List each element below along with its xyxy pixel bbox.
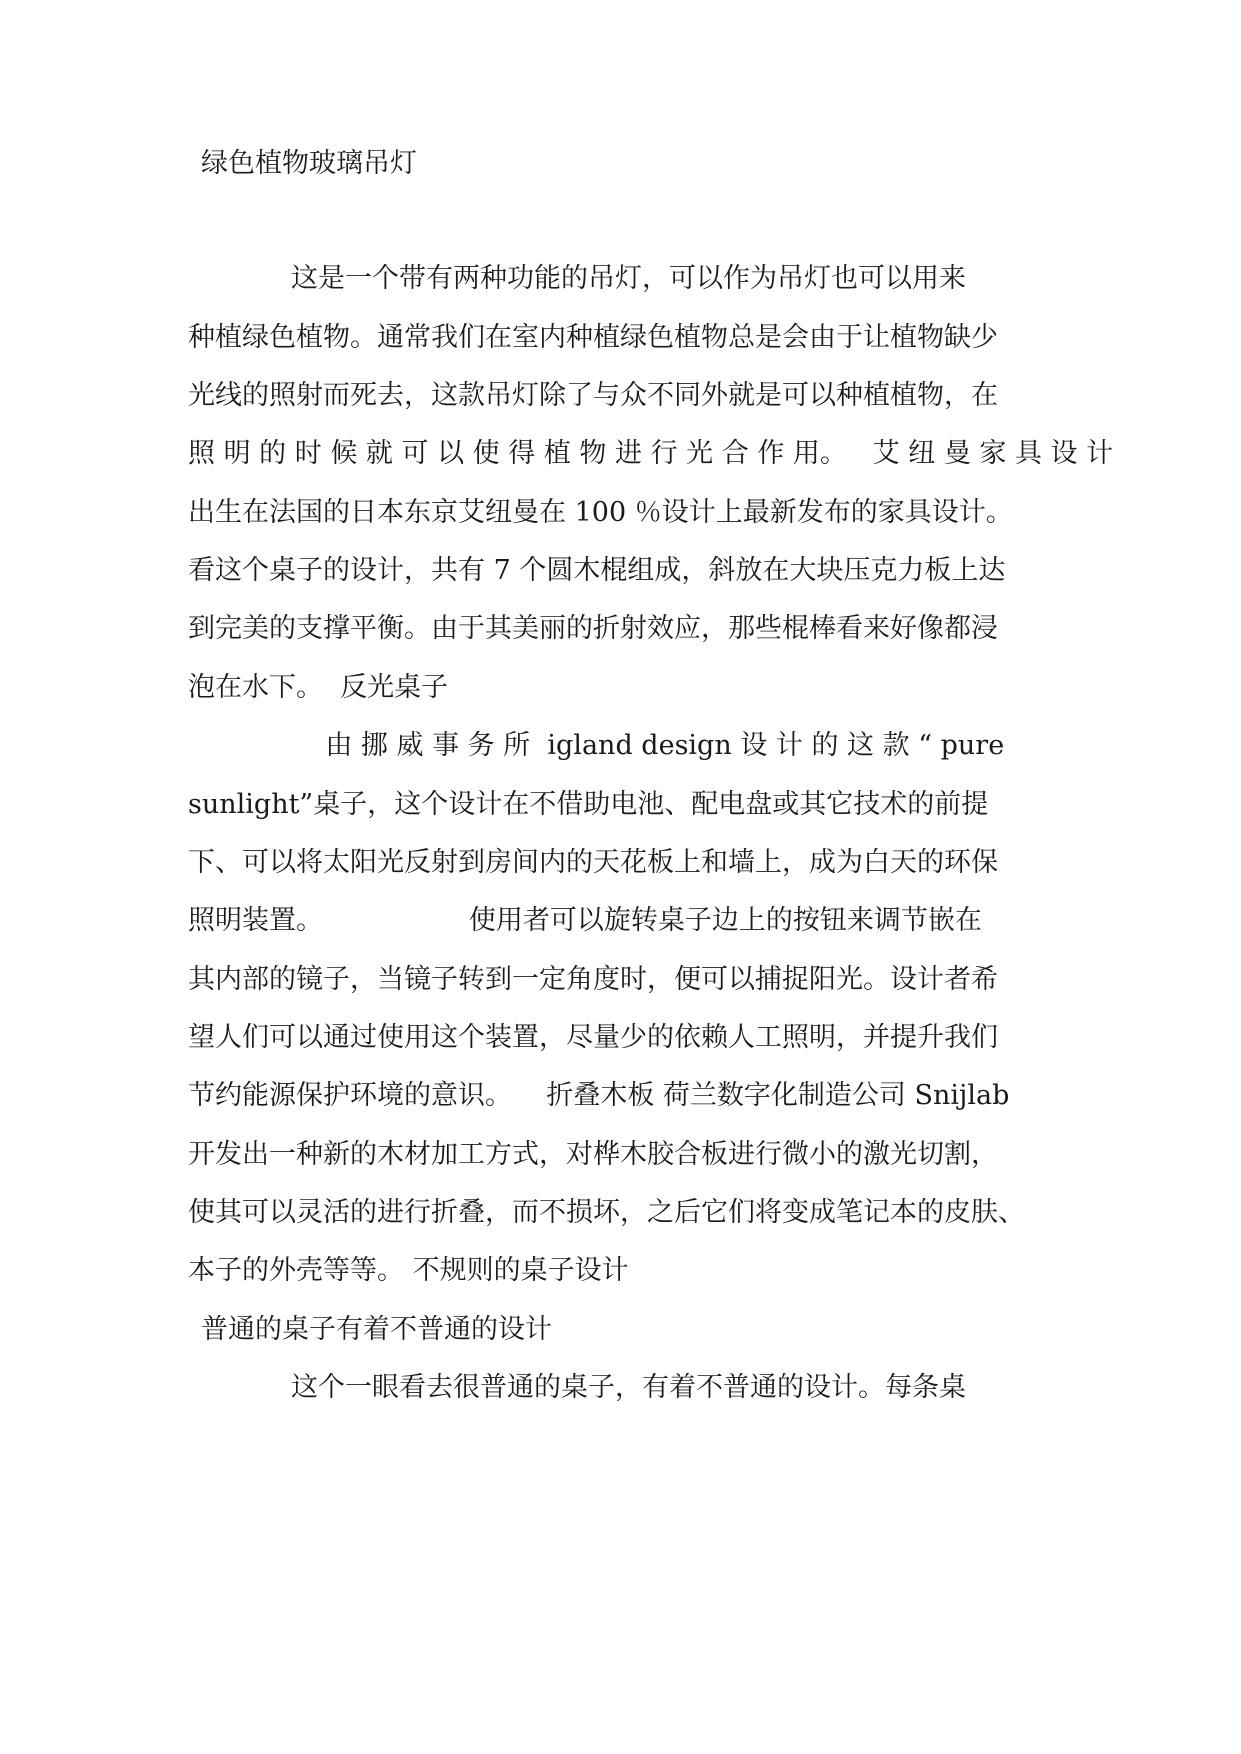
text-line: 到完美的支撑平衡。由于其美丽的折射效应，那些棍棒看来好像都浸: [188, 613, 998, 644]
document-title: 绿色植物玻璃吊灯: [201, 148, 417, 179]
text-line: 其内部的镜子，当镜子转到一定角度时，便可以捕捉阳光。设计者希: [188, 964, 998, 995]
text-line: 泡在水下。 反光桌子: [188, 672, 449, 703]
text-line: 这是一个带有两种功能的吊灯，可以作为吊灯也可以用来: [188, 263, 966, 294]
text-line: 看这个桌子的设计，共有 7 个圆木棍组成，斜放在大块压克力板上达: [188, 555, 1006, 586]
text-line: 这个一眼看去很普通的桌子，有着不普通的设计。每条桌: [188, 1372, 966, 1403]
text-line: 节约能源保护环境的意识。 折叠木板 荷兰数字化制造公司 Snijlab: [188, 1080, 1010, 1111]
text-line: 本子的外壳等等。 不规则的桌子设计: [188, 1255, 629, 1286]
text-line: 照 明 的 时 候 就 可 以 使 得 植 物 进 行 光 合 作 用。 艾 纽 曼 家 具 设 计: [188, 438, 1114, 469]
text-line: 开发出一种新的木材加工方式，对桦木胶合板进行微小的激光切割，: [188, 1139, 998, 1170]
text-line: sunlight”桌子，这个设计在不借助电池、配电盘或其它技术的前提: [188, 789, 989, 820]
text-line: 光线的照射而死去，这款吊灯除了与众不同外就是可以种植植物，在: [188, 380, 998, 411]
text-line: 使其可以灵活的进行折叠，而不损坏，之后它们将变成笔记本的皮肤、: [188, 1197, 1025, 1228]
text-line: 由 挪 威 事 务 所 igland design 设 计 的 这 款 “ pure: [188, 730, 1005, 761]
text-line: 下、可以将太阳光反射到房间内的天花板上和墙上，成为白天的环保: [188, 847, 998, 878]
text-line: 照明装置。 使用者可以旋转桌子边上的按钮来调节嵌在: [188, 905, 982, 936]
text-line: 望人们可以通过使用这个装置，尽量少的依赖人工照明，并提升我们: [188, 1022, 998, 1053]
section-heading: 普通的桌子有着不普通的设计: [201, 1314, 552, 1345]
text-line: 种植绿色植物。通常我们在室内种植绿色植物总是会由于让植物缺少: [188, 322, 998, 353]
text-line: 出生在法国的日本东京艾纽曼在 100 ％设计上最新发布的家具设计。: [188, 497, 1013, 528]
